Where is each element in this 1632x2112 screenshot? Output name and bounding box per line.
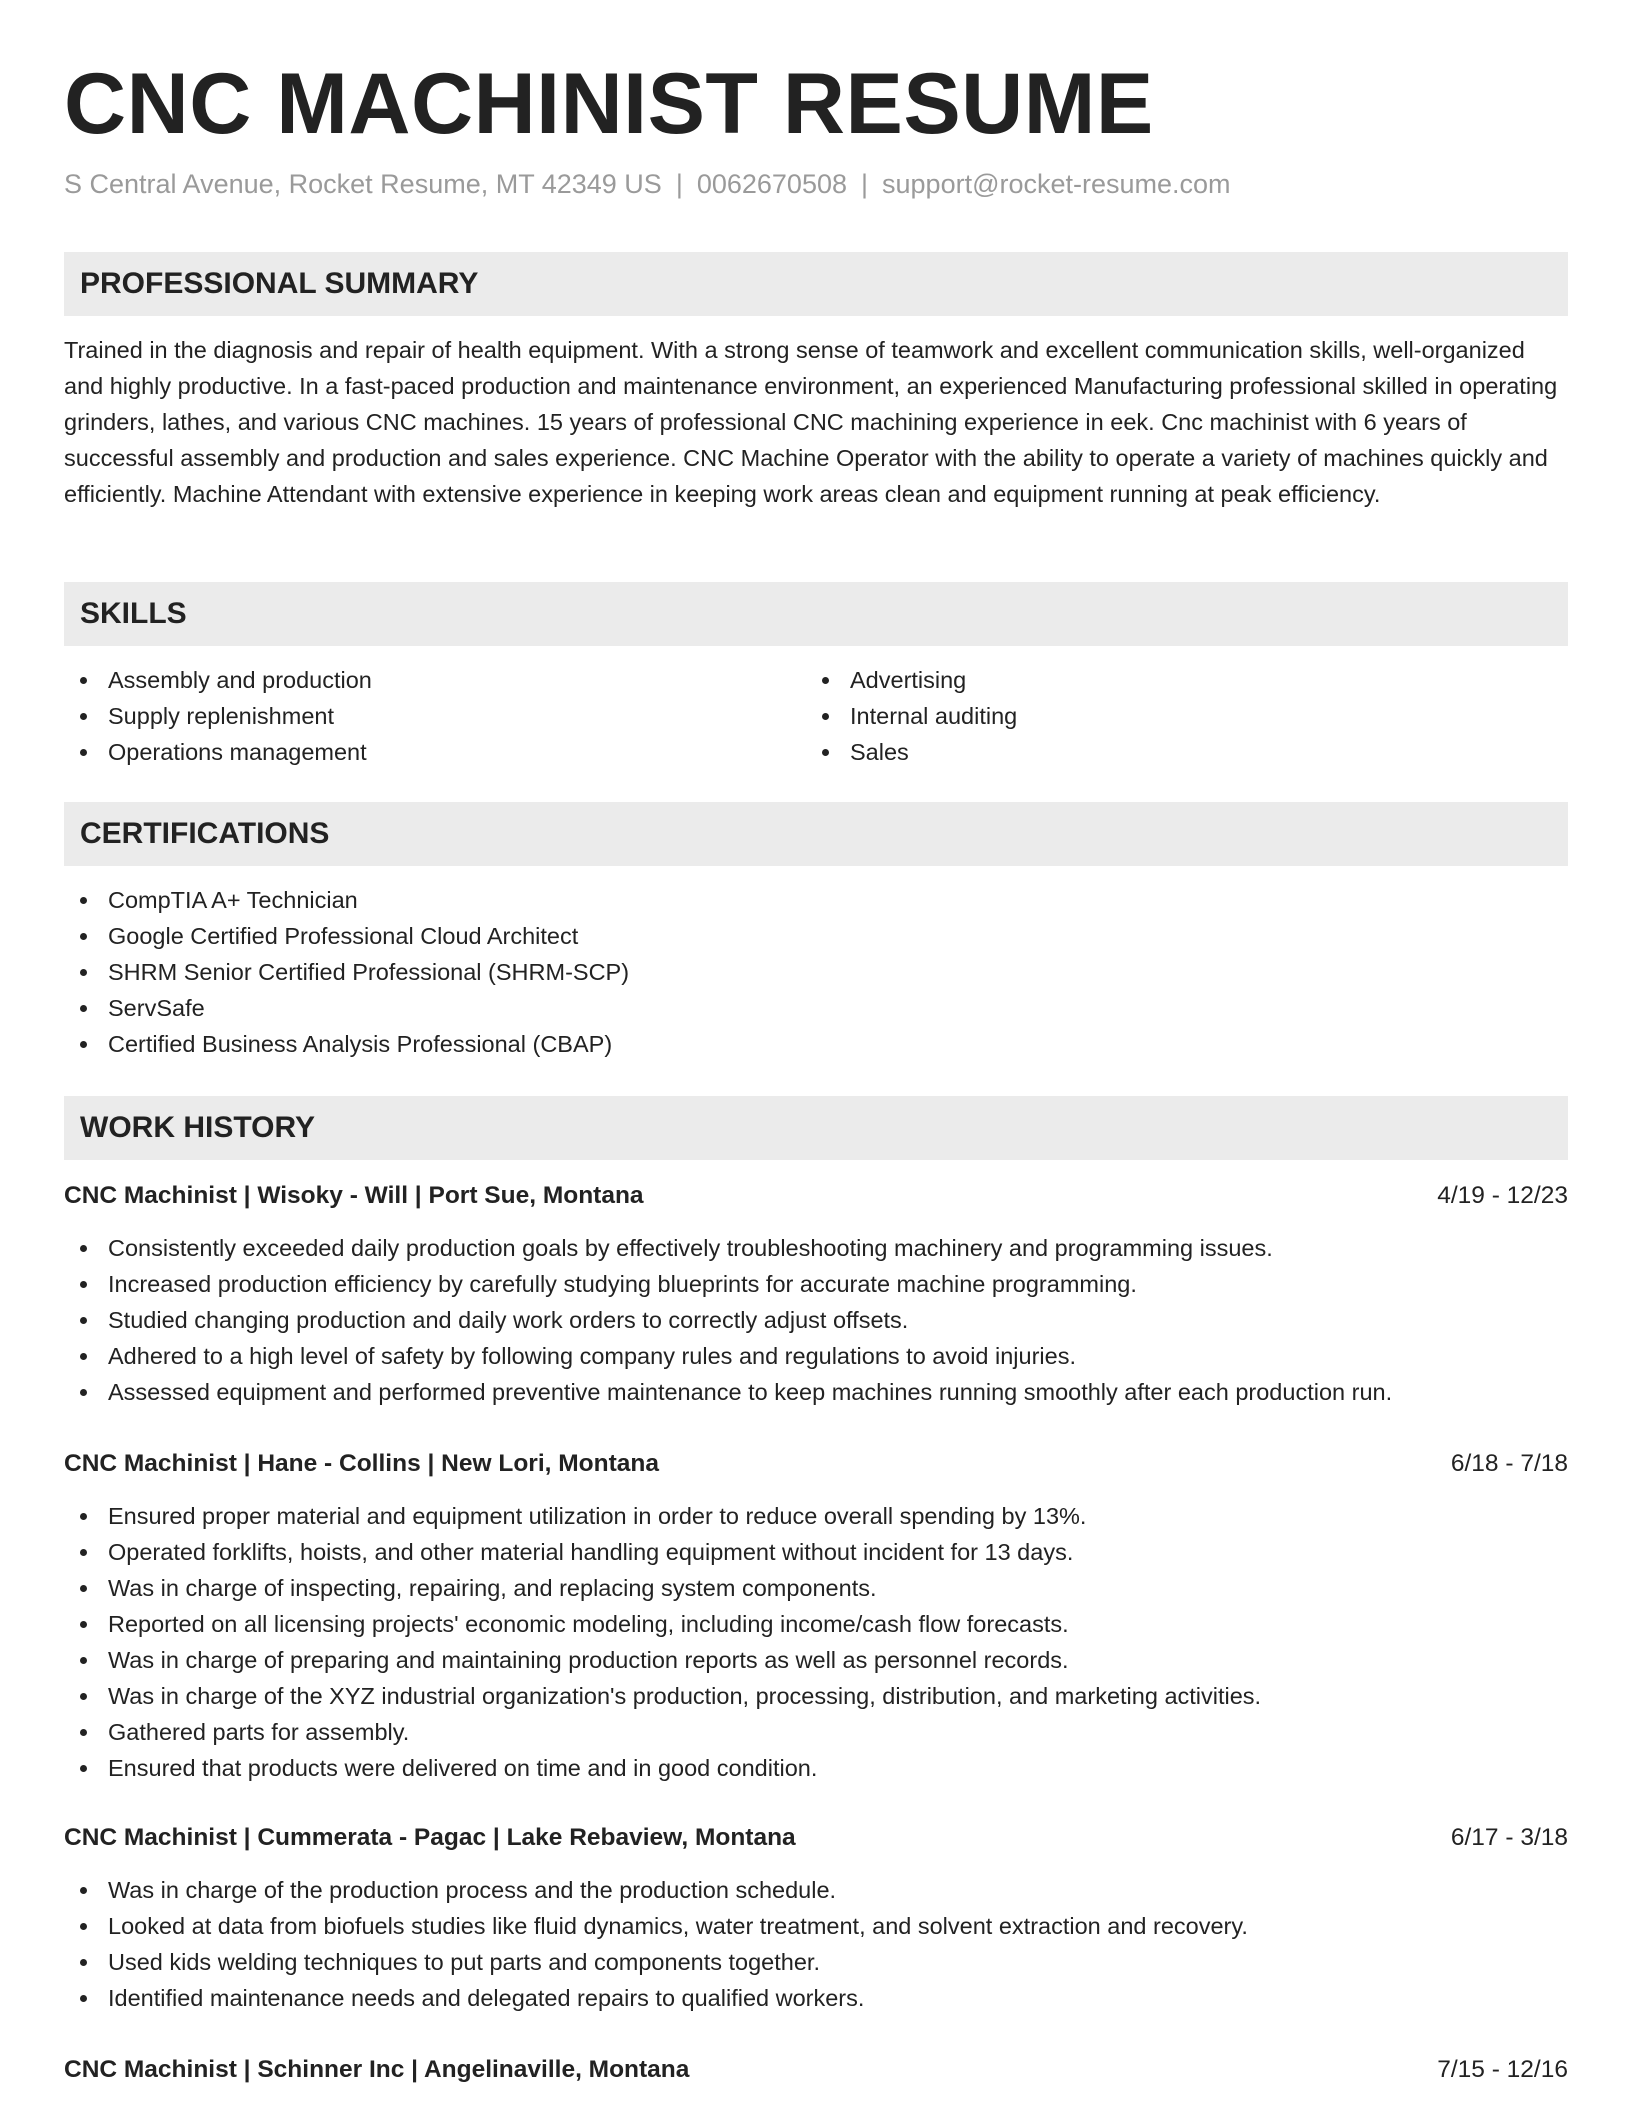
job-title: CNC Machinist | Schinner Inc | Angelinaville, Montana [64,2056,690,2083]
contact-line [64,166,1231,202]
job-duty-item: Ensured that products were delivered on time and in good condition. [64,1750,1261,1786]
job-duty-item: Was in charge of preparing and maintaining production reports as well as personnel records. [64,1642,1261,1678]
certifications-section-title: CERTIFICATIONS [80,817,330,850]
resume-title: CNC MACHINIST RESUME [64,56,1154,152]
contact-separator: | [675,169,683,199]
skill-item: Advertising [806,662,1546,698]
job-duty-item: Operated forklifts, hoists, and other material handling equipment without incident for 13 days. [64,1534,1261,1570]
job-duty-item: Studied changing production and daily work orders to correctly adjust offsets. [64,1302,1392,1338]
job-header [64,1820,1568,1856]
job-duty-item: Increased production efficiency by carefully studying blueprints for accurate machine programming. [64,1266,1392,1302]
summary-section-title: PROFESSIONAL SUMMARY [80,267,479,300]
job-duty-item: Looked at data from biofuels studies like fluid dynamics, water treatment, and solvent extraction and recovery. [64,1908,1248,1944]
job-duties-list [64,1872,1248,2016]
skills-list-right [806,662,1546,770]
summary-section-header [64,252,1568,316]
job-dates: 4/19 - 12/23 [1437,1182,1568,1209]
skills-section-header [64,582,1568,646]
job-duty-item: Was in charge of the production process and the production schedule. [64,1872,1248,1908]
job-duty-item: Assessed equipment and performed preventive maintenance to keep machines running smoothly after each production run. [64,1374,1392,1410]
job-dates: 6/17 - 3/18 [1450,1824,1568,1851]
job-title: CNC Machinist | Cummerata - Pagac | Lake Rebaview, Montana [64,1824,796,1851]
job-header [64,1446,1568,1482]
job-header [64,1178,1568,1214]
skill-item: Assembly and production [64,662,804,698]
summary-text: Trained in the diagnosis and repair of health equipment. With a strong sense of teamwork and excellent communication skills, well-organized and highly productive. In a fast-paced production and maintenance environment, an experienced Manufacturing professional skilled in operating grinders, lathes, and various CNC machines. 15 years of professional CNC machining experience in eek. Cnc machinist with 6 years of successful assembly and production and sales experience. CNC Machine Operator with the ability to operate a variety of machines quickly and efficiently. Machine Attendant with extensive experience in keeping work areas clean and equipment running at peak efficiency. [64,337,1558,507]
job-duty-item: Used kids welding techniques to put parts and components together. [64,1944,1248,1980]
contact-separator: | [861,169,869,199]
skills-section-title: SKILLS [80,597,187,630]
skills-list-left [64,662,804,770]
skill-item: Operations management [64,734,804,770]
job-duty-item: Was in charge of the XYZ industrial organization's production, processing, distribution, and marketing activities. [64,1678,1261,1714]
contact-address: S Central Avenue, Rocket Resume, MT 42349 US [64,169,662,199]
job-duties-list [64,1498,1261,1786]
job-duty-item: Gathered parts for assembly. [64,1714,1261,1750]
certifications-list [64,882,629,1062]
job-title: CNC Machinist | Wisoky - Will | Port Sue, Montana [64,1182,644,1209]
certification-item: Certified Business Analysis Professional (CBAP) [64,1026,629,1062]
job-header [64,2052,1568,2088]
job-duty-item: Reported on all licensing projects' economic modeling, including income/cash flow forecasts. [64,1606,1261,1642]
work-history-section-title: WORK HISTORY [80,1111,316,1144]
job-duty-item: Adhered to a high level of safety by following company rules and regulations to avoid injuries. [64,1338,1392,1374]
job-duty-item: Identified maintenance needs and delegated repairs to qualified workers. [64,1980,1248,2016]
certification-item: SHRM Senior Certified Professional (SHRM-SCP) [64,954,629,990]
contact-phone: 0062670508 [696,169,847,199]
skill-item: Internal auditing [806,698,1546,734]
certifications-section-header [64,802,1568,866]
job-duties-list [64,1230,1392,1410]
work-history-section-header [64,1096,1568,1160]
job-duty-item: Was in charge of inspecting, repairing, and replacing system components. [64,1570,1261,1606]
certification-item: Google Certified Professional Cloud Architect [64,918,629,954]
job-dates: 7/15 - 12/16 [1437,2056,1568,2083]
job-duty-item: Consistently exceeded daily production goals by effectively troubleshooting machinery and programming issues. [64,1230,1392,1266]
job-title: CNC Machinist | Hane - Collins | New Lori, Montana [64,1450,659,1477]
certification-item: ServSafe [64,990,629,1026]
skill-item: Sales [806,734,1546,770]
job-dates: 6/18 - 7/18 [1450,1450,1568,1477]
certification-item: CompTIA A+ Technician [64,882,629,918]
job-duty-item: Ensured proper material and equipment utilization in order to reduce overall spending by 13%. [64,1498,1261,1534]
contact-email[interactable]: support@rocket-resume.com [882,169,1231,199]
skill-item: Supply replenishment [64,698,804,734]
